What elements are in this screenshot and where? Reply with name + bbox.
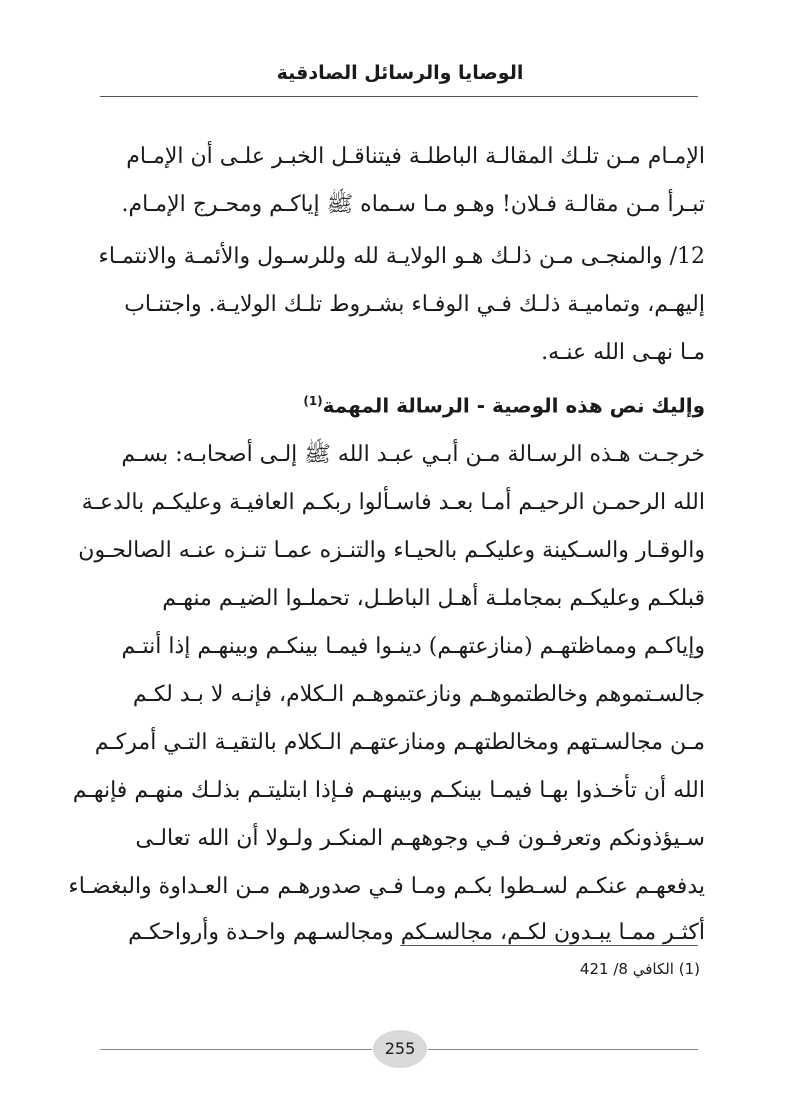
- page-number: 255: [373, 1030, 427, 1068]
- header-rule: [100, 96, 698, 97]
- letter-line: الله أن تأخـذوا بهـا فيمـا بينكـم وبينهـم فـإذا ابتليتـم بذلـك منهـم فإنهـم: [72, 778, 705, 803]
- letter-line: قبلكـم وعليكـم بمجاملـة أهـل الباطـل، تحملـوا الضيـم منهـم: [162, 586, 705, 611]
- body-line: الإمـام مـن تلـك المقالـة الباطلـة فيتناقـل الخبـر علـى أن الإمـام: [126, 144, 705, 169]
- body-line: إليهـم، وتماميـة ذلـك فـي الوفـاء بشـروط تلـك الولايـة. واجتنـاب: [124, 292, 705, 317]
- page-rule-right: [428, 1049, 698, 1050]
- letter-line: مـن مجالسـتهم ومخالطتهـم ومنازعتهـم الـكلام بالتقيـة التـي أمركـم: [94, 730, 705, 755]
- letter-line: يدفعهـم عنكـم لسـطوا بكـم ومـا فـي صدورهـم مـن العـداوة والبغضـاء: [68, 874, 705, 899]
- footnote: (1) الكافي 8/ 421: [579, 960, 700, 978]
- letter-line: الله الرحمـن الرحيـم أمـا بعـد فاسـألوا ربكـم العافيـة وعليكـم بالدعـة: [81, 490, 705, 515]
- page-header-title: الوصايا والرسائل الصادقية: [276, 62, 524, 84]
- letter-line: سـيؤذونكم وتعرفـون فـي وجوههـم المنكـر ولـولا أن الله تعالـى: [135, 826, 705, 851]
- footnote-marker: (1): [303, 394, 323, 408]
- body-line: تبـرأ مـن مقالـة فـلان! وهـو مـا سـماه ﷺ إياكـم ومحـرج الإمـام.: [121, 192, 705, 217]
- section-heading-text: وإليك نص هذه الوصية - الرسالة المهمة: [322, 393, 705, 418]
- letter-line: خرجـت هـذه الرسـالة مـن أبـي عبـد الله ﷺ إلـى أصحابـه: بسـم: [121, 442, 705, 467]
- letter-line: أكثـر ممـا يبـدون لكـم، مجالسـكم ومجالسـهم واحـدة وأرواحكـم: [128, 920, 705, 945]
- letter-line: وإياكـم ومماظتهـم (منازعتهـم) دينـوا فيمـا بينكـم وبينهـم إذا أنتـم: [121, 634, 705, 659]
- body-line: مـا نهـى الله عنـه.: [541, 340, 705, 365]
- letter-line: والوقـار والسـكينة وعليكـم بالحيـاء والتنـزه عمـا تنـزه عنـه الصالحـون: [78, 538, 705, 563]
- section-heading: [303, 386, 705, 421]
- page-rule-left: [100, 1049, 372, 1050]
- body-line: 12/ والمنجـى مـن ذلـك هـو الولايـة لله وللرسـول والأئمـة والانتمـاء: [98, 244, 705, 269]
- footnote-rule: [400, 945, 698, 946]
- letter-line: جالسـتموهم وخالطتموهـم ونازعتموهـم الـكلام، فإنـه لا بـد لكـم: [132, 682, 705, 707]
